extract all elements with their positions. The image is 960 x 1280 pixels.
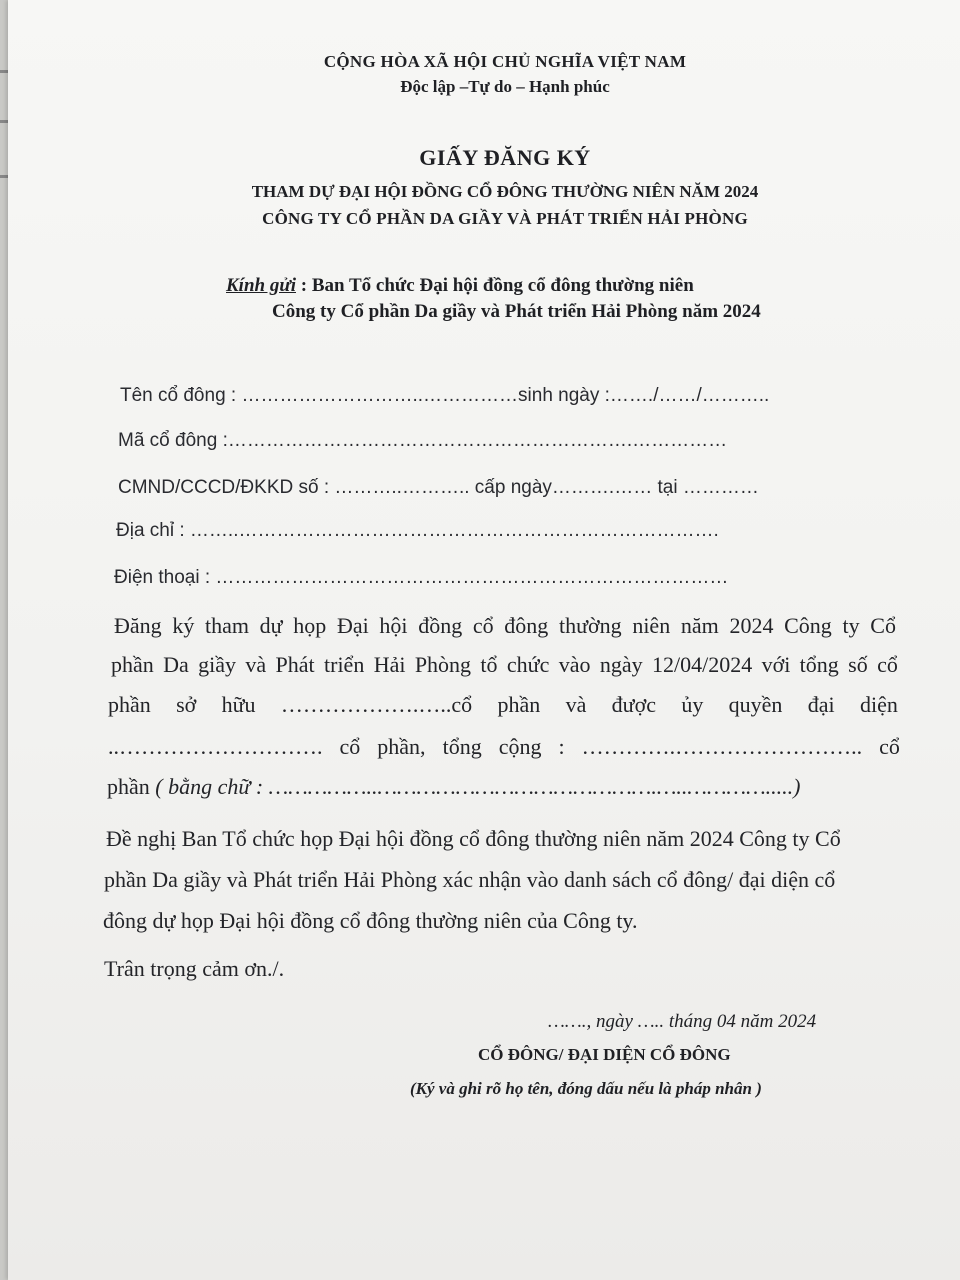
registration-line-4 (108, 734, 900, 760)
nation-header: CỘNG HÒA XÃ HỘI CHỦ NGHĨA VIỆT NAM (323, 52, 687, 71)
word: đông (504, 613, 549, 638)
id-number-field: CMND/CCCD/ĐKKD số : ………..……….. cấp ngày……….…… tại ………… (118, 477, 759, 498)
word: Hải (373, 652, 406, 677)
word: giầy (198, 652, 237, 677)
word: Đại (336, 613, 369, 638)
recipient-line-2: Công ty Cổ phần Da giầy và Phát triển Hải Phòng năm 2024 (272, 301, 761, 322)
word: sở (176, 692, 197, 717)
word: tổng (442, 734, 482, 759)
request-line-3: đông dự họp Đại hội đồng cổ đông thường niên của Công ty. (103, 908, 638, 933)
recipient-line-1 (226, 275, 694, 297)
word: cộng (498, 734, 542, 759)
word: đại (807, 692, 835, 717)
request-line-2: phần Da giầy và Phát triển Hải Phòng xác nhận vào danh sách cổ đông/ đại diện cổ (104, 867, 836, 892)
recipient-text-1: : Ban Tổ chức Đại hội đồng cổ đông thường niên (296, 275, 694, 296)
shareholder-code-field: Mã cổ đông :……………………………………………………….…………… (118, 430, 728, 451)
request-line-1: Đề nghị Ban Tổ chức họp Đại hội đồng cổ đông thường niên năm 2024 Công ty Cổ (106, 826, 841, 851)
word: năm (680, 613, 719, 638)
word: ủy (681, 692, 704, 717)
title-line-2: CÔNG TY CỔ PHẦN DA GIẦY VÀ PHÁT TRIỂN HẢI PHÒNG (262, 209, 748, 228)
word: cổ (877, 652, 898, 677)
word: Phòng (414, 652, 472, 677)
word: tham (205, 613, 249, 638)
word: ………….…………………….. (581, 734, 863, 759)
word: cổ (339, 734, 361, 759)
word: ……………….…..cổ (280, 692, 473, 717)
word: 12/04/2024 (651, 652, 753, 677)
word: số (848, 652, 868, 677)
word: và (565, 692, 587, 717)
word: dự (259, 613, 283, 638)
word: hữu (221, 692, 256, 717)
registration-line-1 (114, 613, 896, 639)
registration-line-5 (107, 774, 800, 800)
word: vào (558, 652, 591, 677)
word: 2024 (729, 613, 774, 638)
word: được (611, 692, 656, 717)
word: ngày (599, 652, 643, 677)
word: triển (324, 652, 365, 677)
word: Da (163, 652, 189, 677)
motto-header: Độc lập –Tự do – Hạnh phúc (400, 77, 610, 96)
word: với (761, 652, 791, 677)
word: chức (506, 652, 550, 677)
word: phần (108, 692, 151, 717)
closing-text: Trân trọng cảm ơn./. (104, 956, 285, 981)
word: hội (379, 613, 408, 638)
signatory-role: CỔ ĐÔNG/ ĐẠI DIỆN CỔ ĐÔNG (478, 1045, 731, 1064)
word: họp (293, 613, 327, 638)
word: cổ (472, 613, 494, 638)
word: diện (859, 692, 898, 717)
word: Cổ (870, 613, 896, 638)
word: đồng (418, 613, 463, 638)
word: tổ (480, 652, 498, 677)
word: : (558, 734, 565, 759)
phone-field: Điện thoại : ……………………………………………………………………… (114, 567, 729, 588)
document-title: GIẤY ĐĂNG KÝ (419, 145, 591, 170)
word: Công (784, 613, 832, 638)
word: phần, (377, 734, 426, 759)
shares-in-words: ( bằng chữ : ……………..…………………………………….…..………….....) (155, 774, 801, 799)
word: Phát (275, 652, 315, 677)
shares-word: phần (107, 774, 156, 799)
word: ty (842, 613, 860, 638)
address-field: Địa chỉ : ……..…………………………………………………………………. (116, 520, 719, 541)
title-line-1: THAM DỰ ĐẠI HỘI ĐỒNG CỔ ĐÔNG THƯỜNG NIÊN NĂM 2024 (251, 182, 759, 201)
recipient-label: Kính gửi (226, 275, 296, 296)
word: niên (632, 613, 671, 638)
word: tổng (799, 652, 839, 677)
word: và (245, 652, 267, 677)
word: ..………………………. (108, 734, 323, 759)
word: cổ (879, 734, 900, 759)
word: phần (111, 652, 154, 677)
word: Đăng (114, 613, 162, 638)
word: ký (172, 613, 195, 638)
word: quyền (728, 692, 783, 717)
registration-line-2 (111, 652, 898, 678)
shareholder-name-field: Tên cổ đông : ………………………..……………sinh ngày :……./……/……….. (120, 385, 770, 406)
signature-instruction: (Ký và ghi rõ họ tên, đóng dấu nếu là pháp nhân ) (410, 1079, 762, 1098)
word: thường (558, 613, 622, 638)
signature-date: ……., ngày ….. tháng 04 năm 2024 (548, 1011, 817, 1032)
word: phần (497, 692, 541, 717)
registration-line-3 (108, 692, 898, 718)
